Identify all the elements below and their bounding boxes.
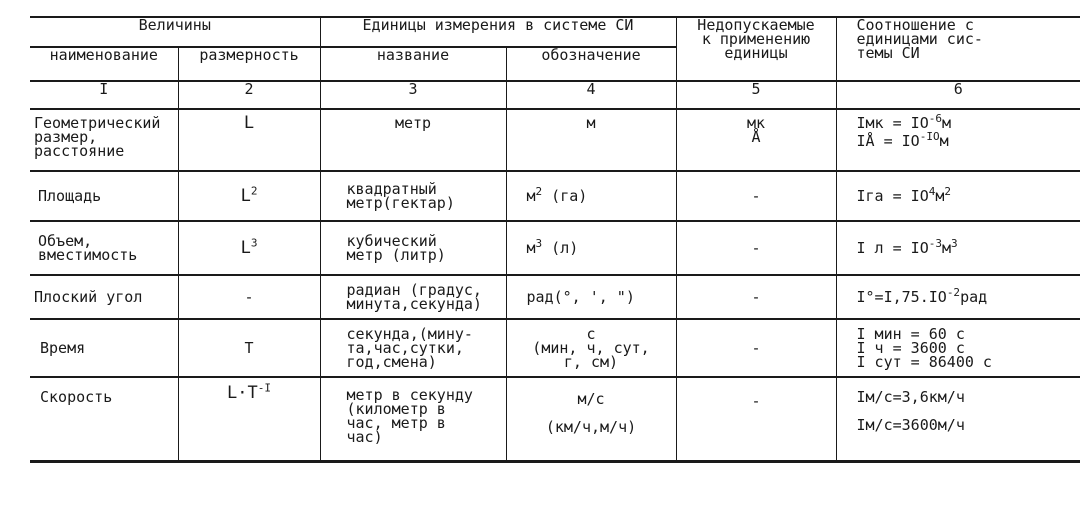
not-allowed-cell: - <box>676 275 836 319</box>
header-designation: обозначение <box>506 47 676 81</box>
table-row <box>30 319 1080 377</box>
table-row <box>30 221 1080 275</box>
ratio-cell: I $л = IO^{-3}м^3$ <box>836 221 1080 275</box>
ratio-cell: $I^\circ=I,75.IO^{-2}рад$ <box>836 275 1080 319</box>
symbol-cell: м <box>506 109 676 171</box>
dimension-cell: $L^3$ <box>178 221 320 275</box>
column-number: 2 <box>178 81 320 109</box>
dimension-cell: L <box>178 109 320 171</box>
not-allowed-cell: - <box>676 319 836 377</box>
ratio-cell: I мин = 60 с I ч = 3600 с I сут = 86400 с <box>836 319 1080 377</box>
quantity-cell: Скорость <box>30 377 178 461</box>
dimension-cell: $L^2$ <box>178 171 320 221</box>
ratio-cell: Iм/с=3,6км/ч Iм/с=3600м/ч <box>836 377 1080 461</box>
table-row <box>30 171 1080 221</box>
column-number: 3 <box>320 81 506 109</box>
symbol-cell: м/с (км/ч,м/ч) <box>506 377 676 461</box>
symbol-cell: рад(°, ', ") <box>506 275 676 319</box>
column-number: 5 <box>676 81 836 109</box>
symbol-cell: с (мин, ч, сут, г, см) <box>506 319 676 377</box>
column-number: 4 <box>506 81 676 109</box>
unit-cell: метр в секунду (километр в час, метр в час) <box>320 377 506 461</box>
dimension-cell: $L\cdot T^{-I}$ <box>178 377 320 461</box>
header-unit-name: название <box>320 47 506 81</box>
header-name: наименование <box>30 47 178 81</box>
header-dimension: размерность <box>178 47 320 81</box>
unit-cell: секунда,(мину- та,час,сутки, год,смена) <box>320 319 506 377</box>
unit-cell: кубический метр (литр) <box>320 221 506 275</box>
table-row <box>30 109 1080 171</box>
not-allowed-cell: - <box>676 221 836 275</box>
not-allowed-cell: - <box>676 171 836 221</box>
symbol-cell: $м^2$ (га) <box>506 171 676 221</box>
quantity-cell: Плоский угол <box>30 275 178 319</box>
header-ratio: Соотношение с единицами сис- темы СИ <box>836 17 1080 81</box>
unit-cell: квадратный метр(гектар) <box>320 171 506 221</box>
table-row <box>30 377 1080 461</box>
column-number-row <box>30 81 1080 109</box>
not-allowed-cell: мк Å <box>676 109 836 171</box>
quantity-cell: Время <box>30 319 178 377</box>
unit-cell: метр <box>320 109 506 171</box>
not-allowed-cell: - <box>676 377 836 461</box>
symbol-cell: $м^3$ (л) <box>506 221 676 275</box>
header-row-1 <box>30 17 1080 47</box>
unit-cell: радиан (градус, минута,секунда) <box>320 275 506 319</box>
dimension-cell: - <box>178 275 320 319</box>
ratio-cell: Iмк = $IO^{-6}м$ IÅ = $IO^{-IO}м$ <box>836 109 1080 171</box>
column-number: I <box>30 81 178 109</box>
quantity-cell: Геометрический размер, расстояние <box>30 109 178 171</box>
column-number: 6 <box>836 81 1080 109</box>
dimension-cell: T <box>178 319 320 377</box>
si-units-table <box>30 16 1080 463</box>
quantity-cell: Площадь <box>30 171 178 221</box>
quantity-cell: Объем, вместимость <box>30 221 178 275</box>
ratio-cell: Iга = $IO^4м^2$ <box>836 171 1080 221</box>
header-si-units: Единицы измерения в системе СИ <box>320 17 676 47</box>
table-row <box>30 275 1080 319</box>
header-quantities: Величины <box>30 17 320 47</box>
header-not-allowed: Недопускаемые к применению единицы <box>676 17 836 81</box>
